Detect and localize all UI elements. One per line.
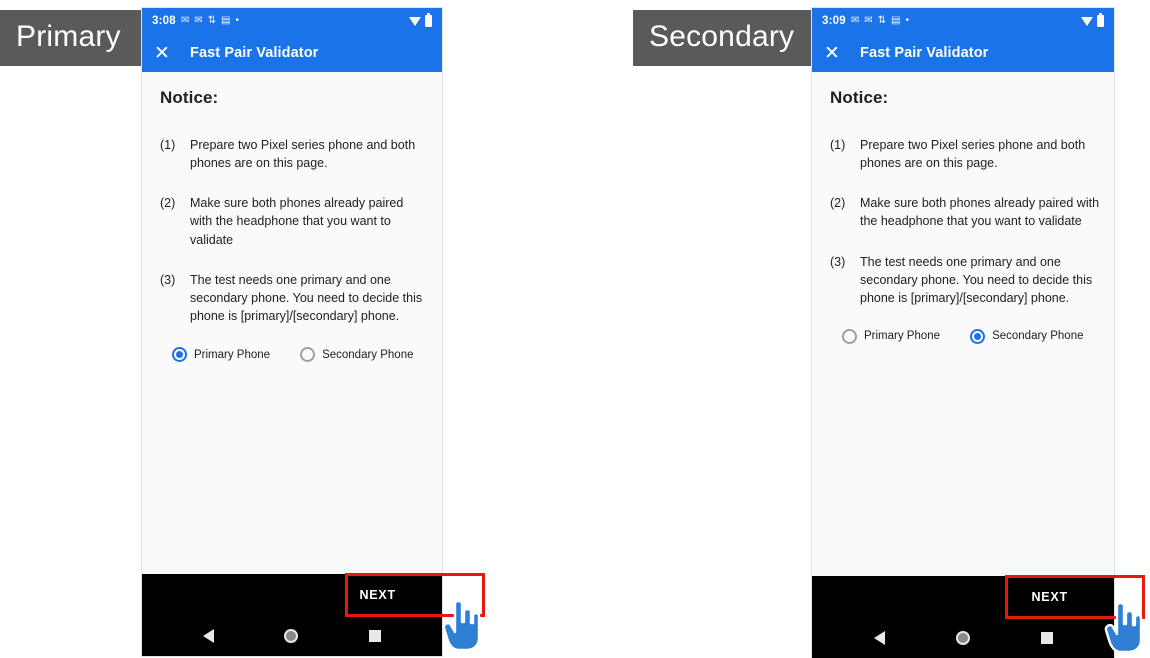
status-time: 3:09 (822, 15, 846, 27)
phone-secondary (812, 8, 1114, 658)
notice-item (830, 253, 1100, 307)
status-bar (812, 8, 1114, 34)
notice-number: (1) (160, 138, 176, 152)
bluetooth-icon: ⇅ (877, 15, 886, 26)
phone-role-radio-group (160, 347, 428, 362)
notice-item (160, 194, 428, 248)
next-bar (142, 574, 442, 616)
notice-content (142, 72, 442, 362)
dot-icon: • (905, 15, 909, 26)
radio-indicator[interactable] (300, 347, 315, 362)
back-icon[interactable] (203, 629, 214, 643)
radio-secondary-phone[interactable] (970, 329, 1083, 344)
notice-number: (3) (160, 272, 176, 287)
notice-text: Prepare two Pixel series phone and both phones are on this page. (190, 138, 416, 171)
notice-content (812, 72, 1114, 344)
bottom-area (812, 576, 1114, 658)
radio-indicator[interactable] (172, 347, 187, 362)
cursor-hand-icon (1103, 600, 1149, 654)
system-nav-bar (812, 618, 1114, 658)
notice-text: Prepare two Pixel series phone and both phones are on this page. (860, 138, 1086, 171)
radio-primary-phone[interactable] (842, 329, 940, 344)
notice-item (830, 136, 1100, 172)
sms-icon: ✉ (850, 15, 860, 26)
next-button[interactable]: NEXT (1031, 590, 1068, 604)
bottom-area (142, 574, 442, 656)
phone-primary (142, 8, 442, 656)
next-bar (812, 576, 1114, 618)
video-icon: ▤ (891, 15, 901, 26)
app-bar (812, 34, 1114, 72)
notice-text: The test needs one primary and one secondary phone. You need to decide this phone is [primary]/[secondary] phone. (190, 272, 423, 323)
app-bar (142, 34, 442, 72)
back-icon[interactable] (874, 631, 885, 645)
home-icon[interactable] (956, 631, 970, 645)
wifi-icon (1081, 17, 1093, 26)
wifi-icon (409, 17, 421, 26)
status-time: 3:08 (152, 15, 176, 27)
status-bar (142, 8, 442, 34)
radio-label: Primary Phone (864, 330, 941, 343)
recents-icon[interactable] (369, 630, 381, 642)
notice-number: (2) (830, 196, 846, 211)
home-icon[interactable] (284, 629, 298, 643)
radio-label: Secondary Phone (992, 330, 1084, 343)
system-nav-bar (142, 616, 442, 656)
notice-text: Make sure both phones already paired with the headphone that you want to validate (190, 196, 404, 247)
notice-item (830, 194, 1100, 230)
mail-icon: ✉ (194, 15, 203, 26)
notice-number: (2) (160, 196, 176, 211)
recents-icon[interactable] (1041, 632, 1053, 644)
dot-icon: • (235, 15, 239, 26)
radio-primary-phone[interactable] (172, 347, 270, 362)
bluetooth-icon: ⇅ (207, 15, 216, 26)
sms-icon: ✉ (180, 15, 190, 26)
notice-number: (1) (830, 138, 846, 152)
app-title: Fast Pair Validator (860, 45, 989, 61)
status-right (1081, 15, 1104, 27)
close-icon[interactable]: ✕ (154, 42, 170, 64)
radio-label: Secondary Phone (322, 348, 414, 361)
cursor-hand-icon (441, 598, 487, 652)
close-icon[interactable]: ✕ (824, 42, 840, 64)
notice-number: (3) (830, 254, 846, 269)
battery-icon (425, 15, 432, 27)
radio-label: Primary Phone (194, 348, 271, 361)
notice-heading: Notice: (830, 88, 889, 107)
notice-heading: Notice: (160, 88, 219, 107)
notice-text: The test needs one primary and one secondary phone. You need to decide this phone is [primary]/[secondary] phone. (860, 254, 1093, 305)
status-left (152, 15, 239, 27)
video-icon: ▤ (221, 15, 231, 26)
status-left (822, 15, 909, 27)
panel-label-secondary: Secondary (633, 10, 843, 66)
notice-item (160, 136, 428, 172)
battery-icon (1097, 15, 1104, 27)
app-title: Fast Pair Validator (190, 45, 319, 61)
phone-role-radio-group (830, 329, 1100, 344)
panel-label-primary: Primary (0, 10, 177, 66)
radio-indicator[interactable] (970, 329, 985, 344)
radio-indicator[interactable] (842, 329, 857, 344)
mail-icon: ✉ (864, 15, 873, 26)
notice-item (160, 271, 428, 325)
radio-secondary-phone[interactable] (300, 347, 413, 362)
status-right (409, 15, 432, 27)
notice-text: Make sure both phones already paired with the headphone that you want to validate (860, 196, 1100, 229)
next-button[interactable]: NEXT (359, 588, 396, 602)
